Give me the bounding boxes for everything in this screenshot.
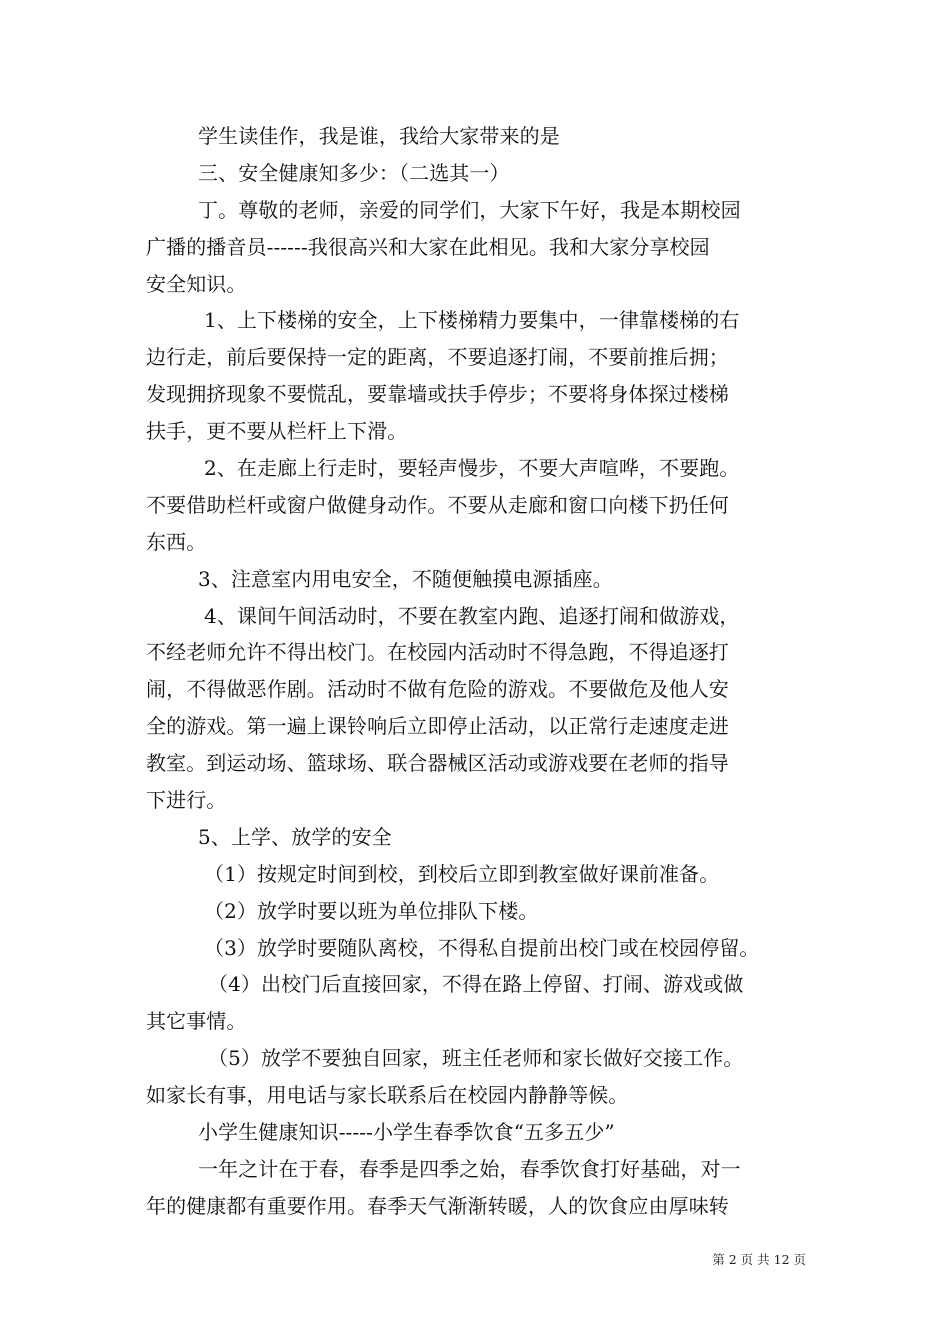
text-line: 4、课间午间活动时，不要在教室内跑、追逐打闹和做游戏， <box>204 603 740 628</box>
text-line: 其它事情。 <box>146 1009 247 1034</box>
text-line: 一年之计在于春，春季是四季之始，春季饮食打好基础，对一 <box>198 1156 741 1181</box>
text-line: 不经老师允许不得出校门。在校园内活动时不得急跑，不得追逐打 <box>146 640 729 665</box>
text-line: 扶手，更不要从栏杆上下滑。 <box>146 419 408 444</box>
text-line: 2、在走廊上行走时，要轻声慢步，不要大声喧哗，不要跑。 <box>204 456 740 481</box>
list-item: （3）放学时要随队离校，不得私自提前出校门或在校园停留。 <box>204 935 760 960</box>
text-line: 年的健康都有重要作用。春季天气渐渐转暖，人的饮食应由厚味转 <box>146 1193 729 1218</box>
text-line: 如家长有事，用电话与家长联系后在校园内静静等候。 <box>146 1083 629 1108</box>
document-body <box>146 118 806 1225</box>
text-line: 东西。 <box>146 529 207 554</box>
text-line: 全的游戏。第一遍上课铃响后立即停止活动，以正常行走速度走进 <box>146 714 729 739</box>
section-heading: 小学生健康知识-----小学生春季饮食“五多五少” <box>198 1120 615 1145</box>
text-line: 不要借助栏杆或窗户做健身动作。不要从走廊和窗口向楼下扔任何 <box>146 492 729 517</box>
section-heading: 5、上学、放学的安全 <box>198 824 392 849</box>
text-line: 发现拥挤现象不要慌乱，要靠墙或扶手停步；不要将身体探过楼梯 <box>146 382 729 407</box>
text-line: 丁。尊敬的老师，亲爱的同学们，大家下午好，我是本期校园 <box>198 197 741 222</box>
section-heading: 三、安全健康知多少：（二选其一） <box>198 160 510 185</box>
text-line: 闹，不得做恶作剧。活动时不做有危险的游戏。不要做危及他人安 <box>146 677 729 702</box>
text-line: 广播的播音员------我很高兴和大家在此相见。我和大家分享校园 <box>146 234 710 259</box>
text-line: 下进行。 <box>146 788 227 813</box>
text-line: 3、注意室内用电安全，不随便触摸电源插座。 <box>198 566 613 591</box>
text-line: 安全知识。 <box>146 271 247 296</box>
text-line: 1、上下楼梯的安全，上下楼梯精力要集中，一律靠楼梯的右 <box>204 308 740 333</box>
list-item: （4）出校门后直接回家，不得在路上停留、打闹、游戏或做 <box>208 972 744 997</box>
list-item: （1）按规定时间到校，到校后立即到教室做好课前准备。 <box>204 861 720 886</box>
text-line: 学生读佳作，我是谁，我给大家带来的是 <box>198 124 560 148</box>
text-line: 边行走，前后要保持一定的距离，不要追逐打闹，不要前推后拥； <box>146 345 729 370</box>
list-item: （5）放学不要独自回家，班主任老师和家长做好交接工作。 <box>208 1046 744 1071</box>
text-line: 教室。到运动场、篮球场、联合器械区活动或游戏要在老师的指导 <box>146 751 729 776</box>
page-number: 第 2 页 共 12 页 <box>712 1252 806 1267</box>
list-item: （2）放学时要以班为单位排队下楼。 <box>204 898 539 923</box>
